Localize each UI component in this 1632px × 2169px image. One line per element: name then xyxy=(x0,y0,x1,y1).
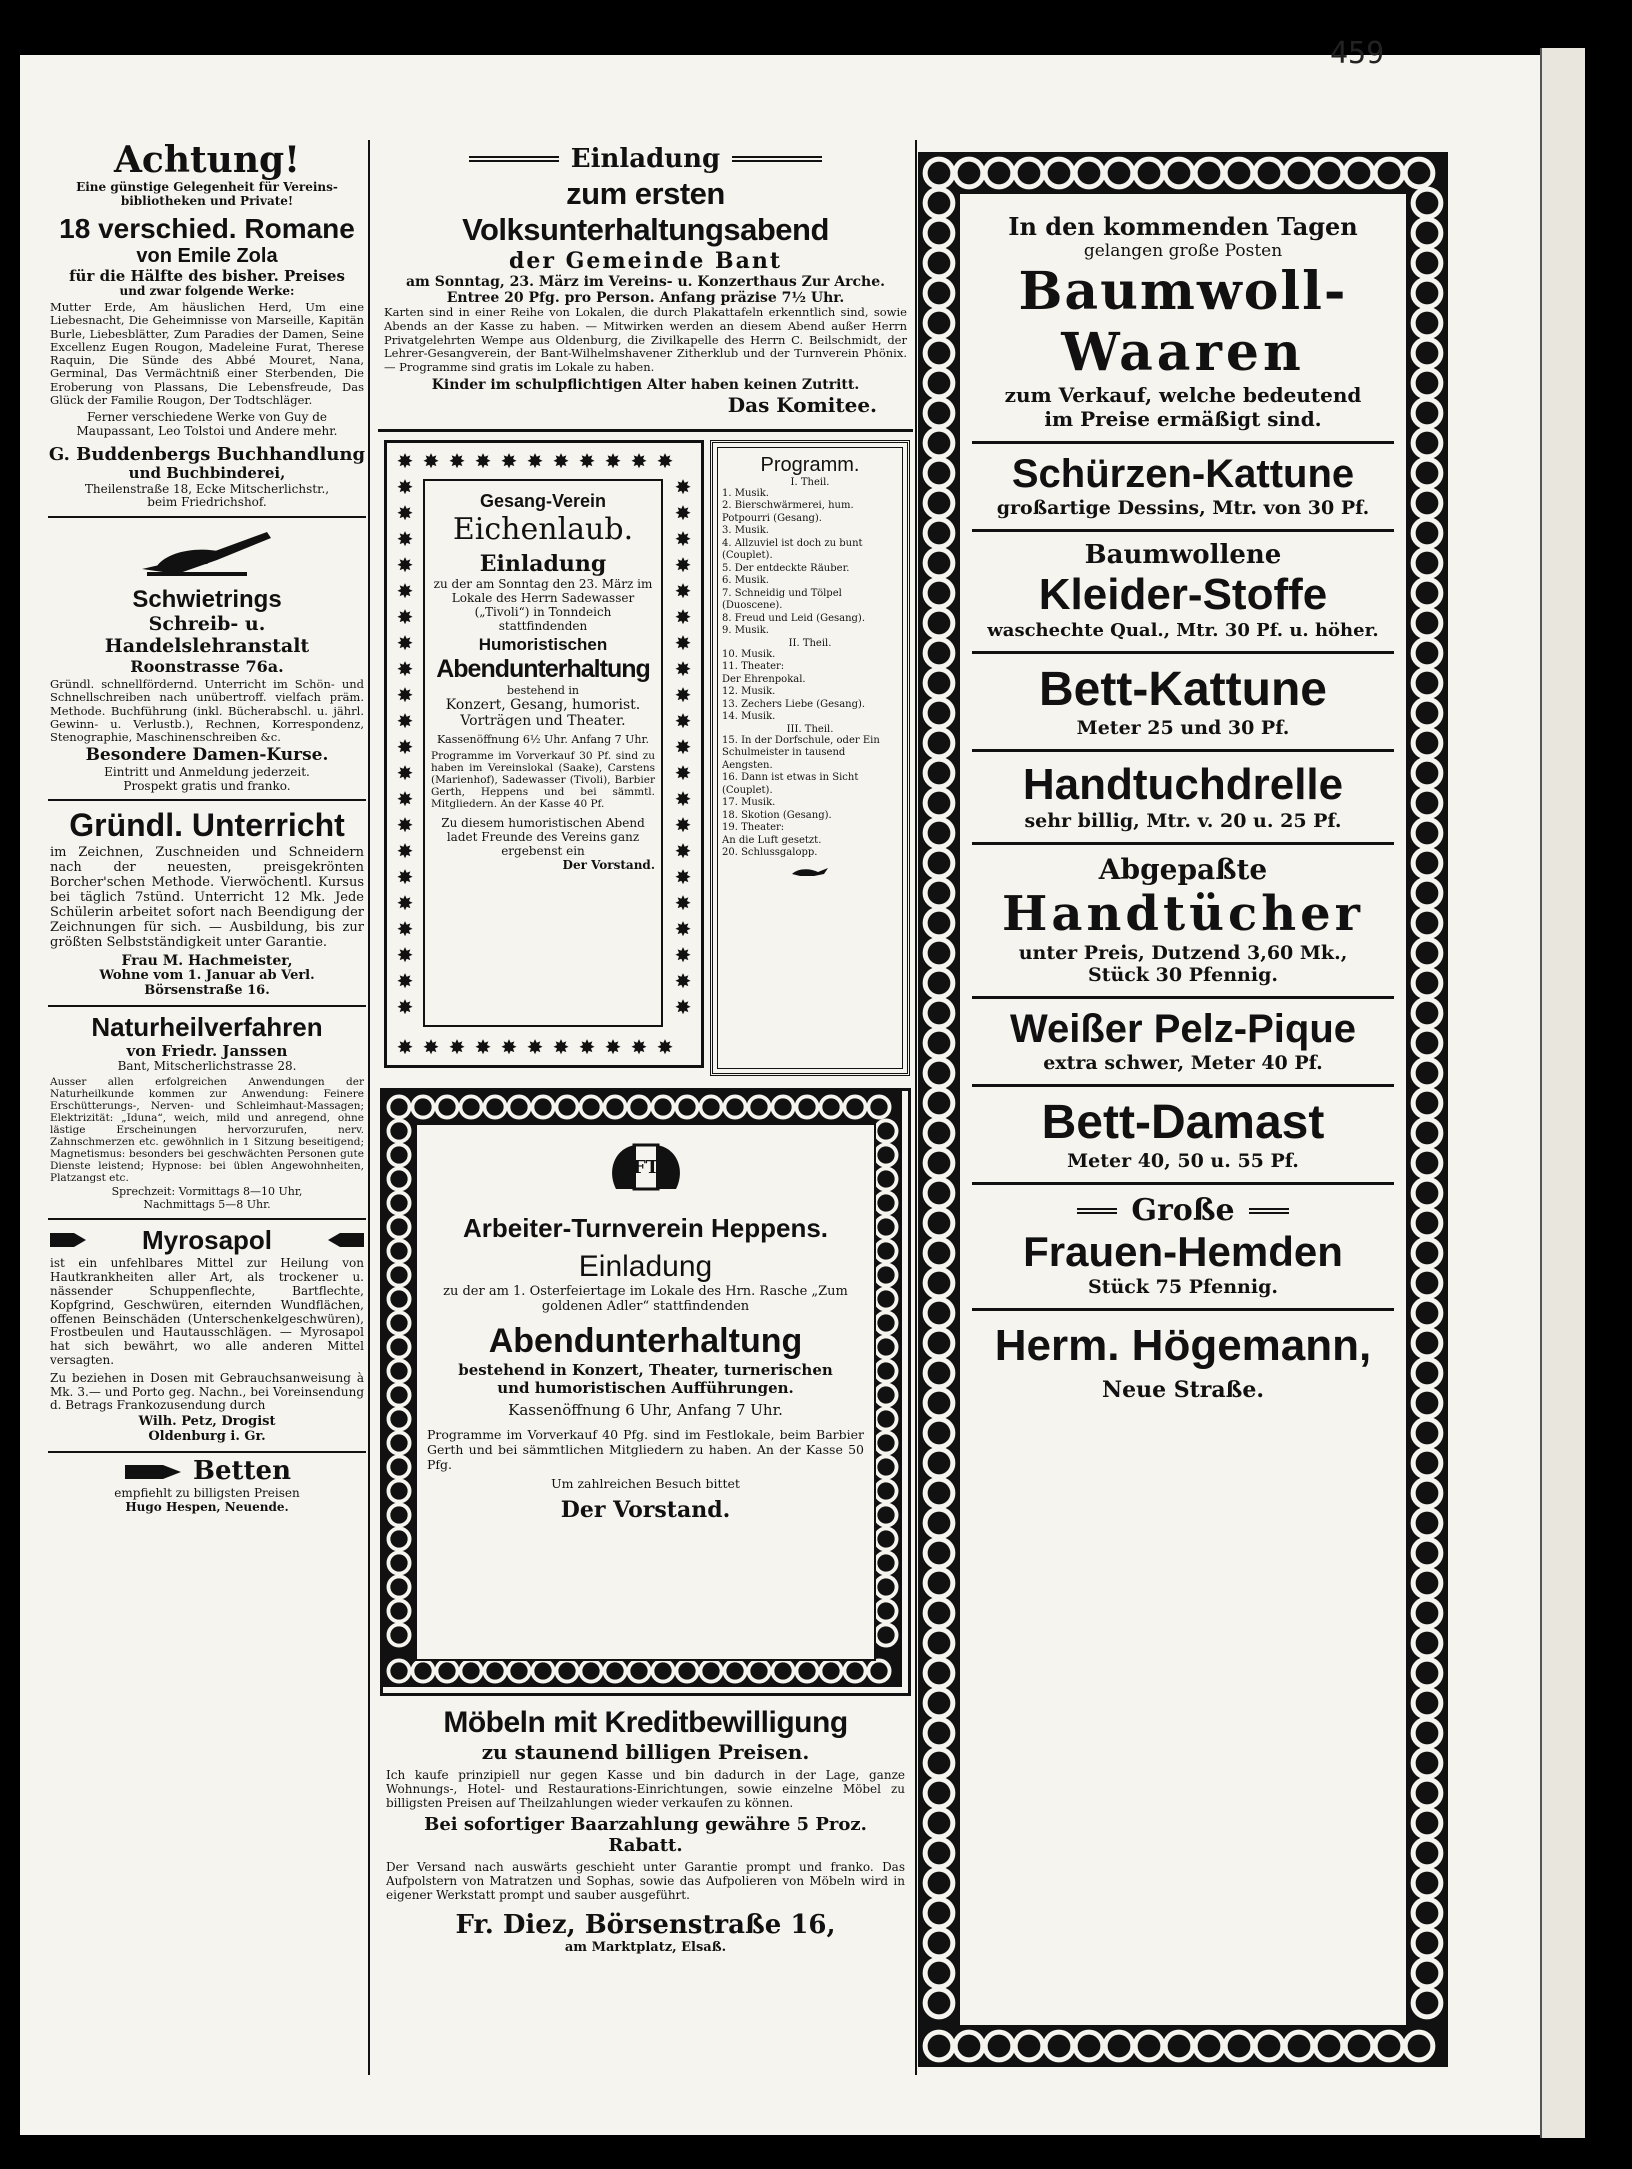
star-ornament: ✸ xyxy=(674,890,692,915)
star-ornament: ✸ xyxy=(674,916,692,941)
page-number: 459 xyxy=(1330,36,1385,71)
programm-part-3: III. Theil. xyxy=(786,723,834,735)
programm-list-3 xyxy=(722,735,898,860)
star-ornament: ✸ xyxy=(396,656,414,681)
ad-sign: Der Vorstand. xyxy=(560,1496,731,1523)
left-column xyxy=(48,140,366,2075)
programm-item: 10. Musik. xyxy=(722,648,776,660)
star-ornament: ✸ xyxy=(396,786,414,811)
programm-item: 19. Theater: xyxy=(722,822,785,834)
ad-name: Eichenlaub. xyxy=(452,511,634,547)
ad-body-3: Zu diesem humoristischen Abend ladet Freunde des Vereins ganz ergebenst ein xyxy=(441,815,645,858)
star-ornament: ✸ xyxy=(656,448,674,473)
star-ornament: ✸ xyxy=(674,526,692,551)
ad-body: ist ein unfehlbares Mittel zur Heilung von Hautkrankheiten aller Art, als trockener u. nässender Schuppenflechte, Bartflechte, Kopfgrind, Geschwüren, eiternden Wundflächen, offenen Beinschäden (Unterschenkelgeschwüren), Frostbeulen und Hautausschlägen. — Myrosapol hat sich bewährt, wo alle anderen Mittel versagten. xyxy=(50,1256,364,1367)
ad-shop-2: und Buchbinderei, xyxy=(128,464,286,483)
star-ornament: ✸ xyxy=(526,448,544,473)
item-price-2: Stück 30 Pfennig. xyxy=(1087,964,1278,986)
star-ornament: ✸ xyxy=(578,448,596,473)
star-ornament: ✸ xyxy=(396,968,414,993)
star-ornament: ✸ xyxy=(674,942,692,967)
ad-subtitle: Eine günstige Gelegenheit für Vereins-bibliotheken und Private! xyxy=(76,180,338,209)
item-title: Schürzen-Kattune xyxy=(1011,452,1355,496)
programm-list-2 xyxy=(722,649,898,724)
ad-body-3: Um zahlreichen Besuch bittet xyxy=(551,1475,740,1491)
ad-hoegemann xyxy=(960,194,1406,2025)
item-title: Bett-Damast xyxy=(1041,1096,1325,1149)
ad-body-2: Zu beziehen in Dosen mit Gebrauchsanweisung à Mk. 3.— und Porto geg. Nachn., bei Voreinsendung d. Betrags Frankozusendung durch xyxy=(50,1370,364,1413)
star-ornament: ✸ xyxy=(674,708,692,733)
fox-icon xyxy=(790,864,830,880)
ad-body: zu der am Sonntag den 23. März im Lokale des Herrn Sadewasser („Tivoli“) in Tonndeich stattfindenden xyxy=(433,576,653,633)
ad-header: Einladung xyxy=(570,144,721,174)
turnverein-emblem-icon xyxy=(606,1139,686,1199)
ad-headline-2: Waaren xyxy=(1061,322,1305,383)
star-ornament: ✸ xyxy=(396,682,414,707)
ad-footer: Eintritt und Anmeldung jederzeit. Prospekt gratis und franko. xyxy=(104,764,310,793)
star-ornament: ✸ xyxy=(500,448,518,473)
programm-item: 15. In der Dorfschule, oder Ein Schulmeister in tausend Aengsten. xyxy=(722,734,880,771)
ad-volksunterhaltung xyxy=(378,140,913,425)
programm-item: 1. Musik. xyxy=(722,487,769,499)
ad-intro-2: gelangen große Posten xyxy=(1083,241,1283,261)
star-ornament: ✸ xyxy=(474,448,492,473)
pointing-hand-icon xyxy=(326,1227,366,1253)
star-ornament: ✸ xyxy=(630,1034,648,1059)
ad-sign-2: Neue Straße. xyxy=(1101,1377,1265,1403)
star-ornament: ✸ xyxy=(656,1034,674,1059)
star-ornament: ✸ xyxy=(474,1034,492,1059)
book-spine xyxy=(1540,48,1585,2138)
ad-name: Schwietrings xyxy=(132,586,282,614)
programm-item: 4. Allzuviel ist doch zu bunt (Couplet). xyxy=(722,537,863,562)
star-ornament: ✸ xyxy=(396,604,414,629)
item-price: extra schwer, Meter 40 Pf. xyxy=(1043,1052,1323,1074)
star-ornament: ✸ xyxy=(674,968,692,993)
item-title: Handtuchdrelle xyxy=(1022,760,1344,809)
ad-special: Besondere Damen-Kurse. xyxy=(85,745,329,766)
ad-org: Gesang-Verein xyxy=(479,490,607,511)
star-ornament: ✸ xyxy=(422,448,440,473)
item-title: Bett-Kattune xyxy=(1039,663,1327,716)
programm-part-1: I. Theil. xyxy=(790,476,830,488)
star-ornament: ✸ xyxy=(674,500,692,525)
programm-item: 7. Schneidig und Tölpel (Duoscene). xyxy=(722,587,842,612)
ad-body-2: Der Versand nach auswärts geschieht unter Garantie prompt und franko. Das Aufpolstern von Matratzen und Sophas, sowie das Aufpolieren von Möbeln wird in eigener Werkstatt prompt und sauber ausgeführt. xyxy=(386,1859,905,1902)
ad-body-2: Programme im Vorverkauf 30 Pf. sind zu haben im Vereinslokal (Saake), Carstens (Marienhof), Sadewasser (Tivoli), Barbier Gerth, Heppens und bei sämmtl. Mitgliedern. An der Kasse 40 Pf. xyxy=(431,749,655,810)
programm-item: 18. Skotion (Gesang). xyxy=(722,809,832,821)
ad-by: von Friedr. Janssen xyxy=(126,1041,288,1060)
item-price: großartige Dessins, Mtr. von 30 Pf. xyxy=(996,497,1370,519)
programm-item: 9. Musik. xyxy=(722,625,769,637)
right-column xyxy=(918,152,1448,2067)
item-pre: Große xyxy=(1131,1193,1235,1228)
item-pre: Abgepaßte xyxy=(1098,853,1268,886)
item-price: Meter 40, 50 u. 55 Pf. xyxy=(1067,1150,1299,1172)
ad-kind: Humoristischen xyxy=(478,634,608,654)
programm-item: 11. Theater: xyxy=(722,661,785,673)
star-ornament: ✸ xyxy=(396,500,414,525)
ad-title: Schreib- u. Handelslehranstalt xyxy=(104,613,310,657)
ad-betten xyxy=(48,1453,366,1518)
programm-item: 2. Bierschwärmerei, hum. Potpourri (Gesang). xyxy=(722,500,854,524)
ad-desc: bestehend in Konzert, Theater, turnerischen und humoristischen Aufführungen. xyxy=(458,1360,833,1397)
middle-column xyxy=(378,140,913,2075)
pointing-hand-icon xyxy=(48,1227,88,1253)
item-price: Meter 25 und 30 Pf. xyxy=(1076,717,1290,739)
ad-body: Mutter Erde, Am häuslichen Herd, Um eine Liebesnacht, Die Geheimnisse von Marseille, Kapitän Burle, Liebesblätter, Zum Paradies der Damen, Seine Excellenz Eugen Rougon, Madeleine Furat, Therese Raquin, Die Sünde des Abbé Mouret, Nana, Germinal, Das Vermächtniß einer Sterbenden, Die Eroberung von Plassans, Die Lebensfreude, Das Glück der Familie Rougon, Der Todtschläger. xyxy=(50,300,364,407)
programm-item: 8. Freud und Leid (Gesang). xyxy=(722,612,865,624)
ad-when: am Sonntag, 23. März im Vereins- u. Konzerthaus Zur Arche. xyxy=(405,274,886,290)
ad-event: Abendunterhaltung xyxy=(488,1321,803,1360)
item-price: unter Preis, Dutzend 3,60 Mk., xyxy=(1018,942,1348,964)
ad-intro-4: im Preise ermäßigt sind. xyxy=(1044,407,1322,431)
ad-title: Naturheilverfahren xyxy=(91,1011,323,1042)
item-title: Handtücher xyxy=(1002,886,1364,942)
star-ornament: ✸ xyxy=(674,812,692,837)
ad-body-2: Programme im Vorverkauf 40 Pfg. sind im Festlokale, beim Barbier Gerth und bei sämmtlichen Mitgliedern zu haben. An der Kasse 50 Pfg. xyxy=(427,1426,864,1472)
pointing-hand-icon xyxy=(123,1459,183,1485)
ad-title: Abendunterhaltung xyxy=(436,654,650,683)
programm-item: 17. Musik. xyxy=(722,797,776,809)
item-title: Kleider-Stoffe xyxy=(1038,570,1328,619)
programm-item: 16. Dann ist etwas in Sicht (Couplet). xyxy=(722,772,859,796)
ad-title: Myrosapol xyxy=(141,1224,273,1255)
star-ornament: ✸ xyxy=(396,760,414,785)
ad-sign-2: am Marktplatz, Elsaß. xyxy=(564,1939,727,1955)
ad-author: von Emile Zola xyxy=(136,245,278,268)
programm-part-2: II. Theil. xyxy=(788,637,832,649)
ad-body: im Zeichnen, Zuschneiden und Schneidern nach der neuesten, preisgekrönten Borcher'schen Methode. Vierwöchentl. Kursus bei täglich 7stünd. Unterricht 12 Mk. Jede Schülerin arbeitet sofort nach Beendigung der Zeichnungen für sich. — Ausbildung, bis zur größten Selbstständigkeit unter Garantie. xyxy=(50,845,364,950)
star-ornament: ✸ xyxy=(500,1034,518,1059)
ad-body: Ich kaufe prinzipiell nur gegen Kasse und bin dadurch in der Lage, ganze Wohnungs-, Hotel- und Restaurations-Einrichtungen, sowie einzelne Möbel zu billigsten Preisen auf Theilzahlungen wieder verkaufen zu können. xyxy=(386,1767,905,1810)
ad-body: Gründl. schnellfördernd. Unterricht im Schön- und Schnellschreiben nach unübertroff. vielfach präm. Methode. Buchführung (inkl. Bücherabschl. u. jährl. Gewinn- u. Verlustb.), Rechnen, Korrespondenz, Stenographie, Maschinenschreiben &c. xyxy=(50,677,364,745)
ad-desc-2: Konzert, Gesang, humorist. Vorträgen und Theater. xyxy=(445,696,641,729)
star-ornament: ✸ xyxy=(396,734,414,759)
ad-zola xyxy=(48,140,366,518)
star-ornament: ✸ xyxy=(396,474,414,499)
item-title: Frauen-Hemden xyxy=(1023,1228,1343,1275)
programm-item: 6. Musik. xyxy=(722,575,769,587)
star-ornament: ✸ xyxy=(396,812,414,837)
writing-hand-icon xyxy=(137,524,277,582)
ad-sign: Herm. Högemann, xyxy=(994,1321,1372,1370)
ad-signature-2: Wohne vom 1. Januar ab Verl. Börsenstraße 16. xyxy=(99,967,315,998)
ad-programm xyxy=(710,440,910,1076)
star-ornament: ✸ xyxy=(674,552,692,577)
star-ornament: ✸ xyxy=(396,708,414,733)
svg-text:FT: FT xyxy=(632,1156,659,1178)
star-ornament: ✸ xyxy=(604,1034,622,1059)
star-ornament: ✸ xyxy=(396,1034,414,1059)
programm-item: 3. Musik. xyxy=(722,525,769,537)
ad-title: Möbeln mit Kreditbewilligung xyxy=(443,1705,848,1739)
item-price: sehr billig, Mtr. v. 20 u. 25 Pf. xyxy=(1024,810,1342,832)
programm-list-1 xyxy=(722,488,898,638)
ad-more: Ferner verschiedene Werke von Guy de Maupassant, Leo Tolstoi und Andere mehr. xyxy=(76,409,338,438)
ad-sign: Fr. Diez, Börsenstraße 16, xyxy=(455,1909,836,1940)
ad-intro-3: zum Verkauf, welche bedeutend xyxy=(1004,383,1362,407)
ad-body: Ausser allen erfolgreichen Anwendungen der Naturheilkunde kommen zur Anwendung: Feinere Erschütterungs-, Nerven- und Schleimhaut-Massagen; Elektrizität: „Iduna“, weich, mild und anregend, ohne lästige Erscheinungen hervorzurufen, nerv. Zahnschmerzen etc. gewöhnlich in 1 Sitzung beseitigend; Magnetismus: besonders bei geschwächten Personen gute Dienste leistend; Hypnose: bei üblen Angewohnheiten, Platzangst etc. xyxy=(50,1075,364,1185)
star-ornament: ✸ xyxy=(630,448,648,473)
item-price: waschechte Qual., Mtr. 30 Pf. u. höher. xyxy=(987,620,1379,641)
ad-title: Betten xyxy=(193,1456,291,1487)
star-ornament: ✸ xyxy=(552,1034,570,1059)
column-divider xyxy=(915,140,917,2075)
star-ornament: ✸ xyxy=(578,1034,596,1059)
programm-item: 13. Zechers Liebe (Gesang). xyxy=(722,698,866,710)
star-ornament: ✸ xyxy=(396,942,414,967)
column-divider xyxy=(368,140,370,2075)
ad-intro: In den kommenden Tagen xyxy=(1008,212,1358,241)
ad-address: Bant, Mitscherlichstrasse 28. xyxy=(117,1058,297,1073)
star-ornament: ✸ xyxy=(396,526,414,551)
star-ornament: ✸ xyxy=(674,734,692,759)
ad-kids: Kinder im schulpflichtigen Alter haben keinen Zutritt. xyxy=(431,376,860,393)
ad-title: Gründl. Unterricht xyxy=(69,807,345,844)
ad-subtitle: der Gemeinde Bant xyxy=(508,248,783,274)
star-ornament: ✸ xyxy=(396,994,414,1019)
item-title: Weißer Pelz-Pique xyxy=(1009,1007,1356,1051)
star-ornament: ✸ xyxy=(674,630,692,655)
ad-janssen xyxy=(48,1007,366,1220)
ad-headline: 18 verschied. Romane xyxy=(59,212,355,244)
programm-item: 12. Musik. xyxy=(722,686,776,698)
star-ornament: ✸ xyxy=(396,448,414,473)
programm-item: An die Luft gesetzt. xyxy=(722,834,822,846)
star-ornament: ✸ xyxy=(674,838,692,863)
ad-title: Arbeiter-Turnverein Heppens. xyxy=(462,1212,829,1243)
star-ornament: ✸ xyxy=(396,552,414,577)
star-ornament: ✸ xyxy=(674,786,692,811)
ad-body: empfiehlt zu billigsten Preisen xyxy=(114,1485,300,1500)
star-ornament: ✸ xyxy=(526,1034,544,1059)
ad-address: Theilenstraße 18, Ecke Mitscherlichstr., beim Friedrichshof. xyxy=(84,481,330,510)
ad-shop: G. Buddenbergs Buchhandlung xyxy=(48,443,366,465)
star-ornament: ✸ xyxy=(396,838,414,863)
star-ornament: ✸ xyxy=(396,916,414,941)
ad-hachmeister xyxy=(48,801,366,1006)
ad-address: Roonstrasse 76a. xyxy=(130,656,284,676)
star-ornament: ✸ xyxy=(448,448,466,473)
programm-item: Der Ehrenpokal. xyxy=(722,673,806,685)
ad-headline: Baumwoll- xyxy=(1018,261,1348,322)
ad-discount: Bei sofortiger Baarzahlung gewähre 5 Proz. Rabatt. xyxy=(424,1813,867,1856)
ad-hours: Sprechzeit: Vormittags 8—10 Uhr, Nachmittags 5—8 Uhr. xyxy=(111,1185,303,1211)
star-ornament: ✸ xyxy=(422,1034,440,1059)
star-ornament: ✸ xyxy=(396,864,414,889)
ad-price: für die Hälfte des bisher. Preises xyxy=(69,267,345,286)
ad-signature-2: Oldenburg i. Gr. xyxy=(148,1429,266,1445)
ad-sign: Der Vorstand. xyxy=(562,857,655,872)
star-ornament: ✸ xyxy=(674,760,692,785)
ad-sign: Das Komitee. xyxy=(727,392,877,417)
star-ornament: ✸ xyxy=(674,578,692,603)
ad-subtitle: zu staunend billigen Preisen. xyxy=(481,1739,810,1764)
star-ornament: ✸ xyxy=(552,448,570,473)
ad-myrosapol xyxy=(48,1220,366,1454)
star-ornament: ✸ xyxy=(396,578,414,603)
star-ornament: ✸ xyxy=(674,864,692,889)
star-ornament: ✸ xyxy=(604,448,622,473)
programm-item: 20. Schlussgalopp. xyxy=(722,847,818,859)
ad-entry: Entree 20 Pfg. pro Person. Anfang präzise 7½ Uhr. xyxy=(446,290,845,306)
star-ornament: ✸ xyxy=(448,1034,466,1059)
star-ornament: ✸ xyxy=(674,682,692,707)
ad-title: Achtung! xyxy=(114,140,300,181)
star-ornament: ✸ xyxy=(674,604,692,629)
programm-item: 14. Musik. xyxy=(722,711,776,723)
item-price: Stück 75 Pfennig. xyxy=(1087,1276,1278,1298)
ad-header: Einladung xyxy=(479,550,607,577)
ad-intro: und zwar folgende Werke: xyxy=(119,284,295,299)
ad-time: Kassenöffnung 6½ Uhr. Anfang 7 Uhr. xyxy=(436,732,650,746)
star-ornament: ✸ xyxy=(674,474,692,499)
star-ornament: ✸ xyxy=(396,890,414,915)
programm-title: Programm. xyxy=(760,453,860,476)
star-ornament: ✸ xyxy=(396,630,414,655)
ad-time: Kassenöffnung 6 Uhr, Anfang 7 Uhr. xyxy=(508,1400,783,1419)
item-pre: Baumwollene xyxy=(1084,540,1282,570)
ad-eichenlaub xyxy=(384,440,704,1068)
ad-title: zum ersten Volksunterhaltungsabend xyxy=(462,176,829,247)
ad-signature: Wilh. Petz, Drogist xyxy=(138,1414,276,1430)
ad-signature: Frau M. Hachmeister, xyxy=(121,952,293,969)
star-ornament: ✸ xyxy=(674,994,692,1019)
ad-schwietring xyxy=(48,518,366,801)
ad-body: zu der am 1. Osterfeiertage im Lokale des Hrn. Rasche „Zum goldenen Adler“ stattfindenden xyxy=(443,1283,848,1314)
ad-body: Karten sind in einer Reihe von Lokalen, die durch Plakattafeln erkenntlich sind, sowie Abends an der Kasse zu haben. — Mitwirken werden an diesem Abend außer Herrn Privatgelehrten Wempe aus Oldenburg, die Zivilkapelle des Herrn C. Beilschmidt, der Lehrer-Gesangverein, der Bant-Wilhelmshavener Zitherklub und der Turnverein Phönix. — Programme sind gratis im Lokale zu haben. xyxy=(384,305,907,375)
ad-header: Einladung xyxy=(578,1249,713,1283)
programm-item: 5. Der entdeckte Räuber. xyxy=(722,562,850,574)
ad-moebel xyxy=(378,1696,913,1955)
ad-eichenlaub-row xyxy=(378,432,913,1088)
ad-signature: Hugo Hespen, Neuende. xyxy=(125,1499,289,1514)
star-ornament: ✸ xyxy=(674,656,692,681)
ad-turnverein xyxy=(380,1088,911,1696)
ad-desc: bestehend in xyxy=(507,683,579,697)
